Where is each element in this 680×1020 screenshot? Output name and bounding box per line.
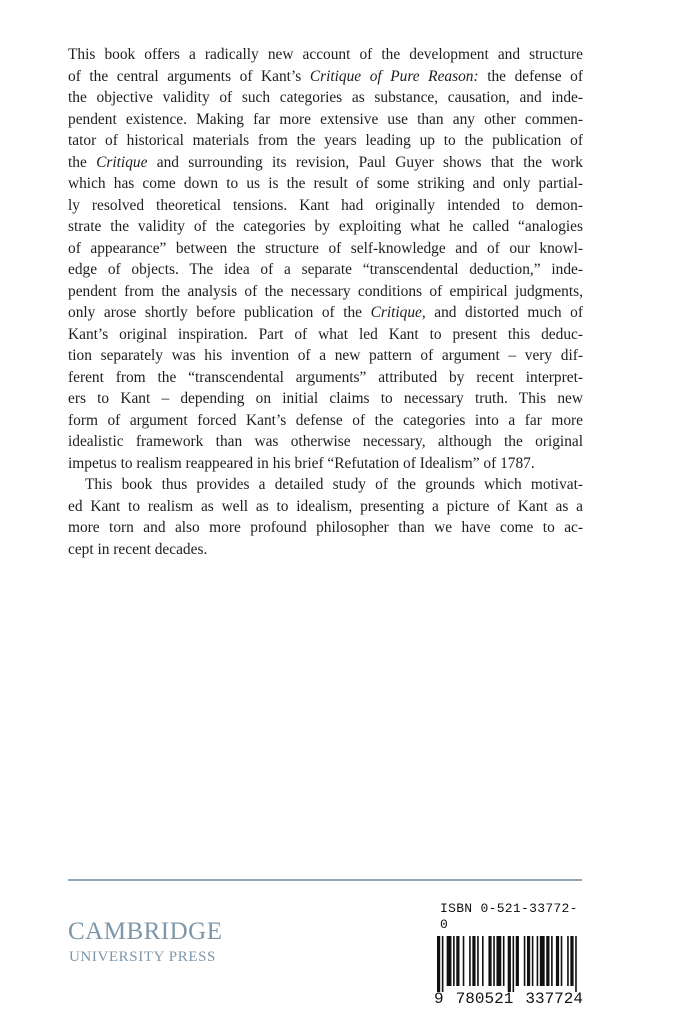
barcode-bar <box>532 936 534 986</box>
barcode-bar <box>540 936 545 986</box>
barcode <box>434 936 583 992</box>
blurb-line: strate the validity of the categories by exploiting what he called “analogies <box>68 218 583 235</box>
barcode-bar <box>463 936 465 986</box>
blurb-line: pendent existence. Making far more extensive use than any other commen- <box>68 110 583 128</box>
barcode-bar <box>488 936 491 986</box>
barcode-bar <box>442 936 444 992</box>
barcode-bar <box>537 936 539 986</box>
back-cover-blurb <box>68 44 583 560</box>
publisher-logo <box>68 918 223 966</box>
blurb-line: idealistic framework than was otherwise necessary, although the original <box>68 433 583 450</box>
blurb-line: form of argument forced Kant’s defense of the categories into a far more <box>68 411 583 429</box>
barcode-bar <box>453 936 455 986</box>
blurb-paragraph-2 <box>68 474 583 560</box>
barcode-bar <box>546 936 549 986</box>
barcode-bar <box>508 936 511 992</box>
barcode-bar <box>472 936 475 986</box>
blurb-line: the Critique and surrounding its revision, Paul Guyer shows that the work <box>68 153 583 171</box>
blurb-line: tator of historical materials from the years leading up to the publication of <box>68 132 583 149</box>
italic-title: Critique <box>96 153 148 171</box>
divider-rule <box>68 879 582 881</box>
barcode-bar <box>503 936 505 986</box>
blurb-line: the objective validity of such categories as substance, causation, and inde- <box>68 89 583 106</box>
blurb-line: impetus to realism reappeared in his brief “Refutation of Idealism” of 1787. <box>68 454 535 472</box>
blurb-line: which has come down to us is the result of some striking and only partial- <box>68 175 583 192</box>
blurb-line: Kant’s original inspiration. Part of what led Kant to present this deduc- <box>68 325 583 343</box>
barcode-bar <box>493 936 495 986</box>
blurb-paragraph-1 <box>68 44 583 474</box>
barcode-bar <box>447 936 452 986</box>
barcode-bar <box>516 936 519 986</box>
italic-title: Critique <box>370 304 422 321</box>
blurb-line: ers to Kant – depending on initial claims to necessary truth. This new <box>68 390 583 407</box>
barcode-digit-left: 780521 <box>455 990 514 1008</box>
blurb-line: This book thus provides a detailed study of the grounds which motivat- <box>85 476 583 493</box>
barcode-bar <box>456 936 459 986</box>
isbn-block <box>434 901 583 1008</box>
barcode-bar <box>482 936 484 986</box>
italic-title: Critique of Pure Reason: <box>309 67 479 85</box>
barcode-bar <box>551 936 553 986</box>
blurb-line: ly resolved theoretical tensions. Kant had originally intended to demon- <box>68 196 583 214</box>
publisher-subtitle: UNIVERSITY PRESS <box>69 949 216 965</box>
blurb-line: edge of objects. The idea of a separate “transcendental deduction,” inde- <box>68 261 583 278</box>
barcode-bar <box>527 936 530 986</box>
blurb-line: cept in recent decades. <box>68 540 208 558</box>
blurb-line: of appearance” between the structure of self-knowledge and of our knowl- <box>68 239 583 257</box>
barcode-digit-first: 9 <box>434 990 444 1008</box>
barcode-bar <box>513 936 515 992</box>
blurb-line: more torn and also more profound philosopher than we have come to ac- <box>68 519 583 536</box>
barcode-bar <box>567 936 569 986</box>
isbn-label: ISBN 0-521-33772-0 <box>440 901 578 932</box>
barcode-bar <box>437 936 440 992</box>
barcode-digits <box>434 990 583 1008</box>
barcode-bar <box>469 936 471 986</box>
barcode-bar <box>524 936 526 986</box>
blurb-line: ferent from the “transcendental arguments” attributed by recent interpret- <box>68 368 583 386</box>
blurb-line: only arose shortly before publication of the Critique, and distorted much of <box>68 304 583 321</box>
blurb-line: tion separately was his invention of a new pattern of argument – very dif- <box>68 347 583 364</box>
blurb-line: pendent from the analysis of the necessary conditions of empirical judgments, <box>68 282 583 300</box>
barcode-bar <box>561 936 563 986</box>
barcode-bar <box>477 936 479 986</box>
blurb-line: This book offers a radically new account of the development and structure <box>68 46 583 63</box>
barcode-digit-right: 337724 <box>525 990 583 1008</box>
barcode-bar <box>496 936 501 986</box>
blurb-line: ed Kant to realism as well as to idealism, presenting a picture of Kant as a <box>68 497 583 515</box>
barcode-bar <box>575 936 577 992</box>
barcode-bar <box>570 936 573 986</box>
barcode-bar <box>556 936 559 986</box>
publisher-name: CAMBRIDGE <box>68 918 223 945</box>
blurb-line: of the central arguments of Kant’s Critique of Pure Reason: the defense of <box>68 67 583 85</box>
